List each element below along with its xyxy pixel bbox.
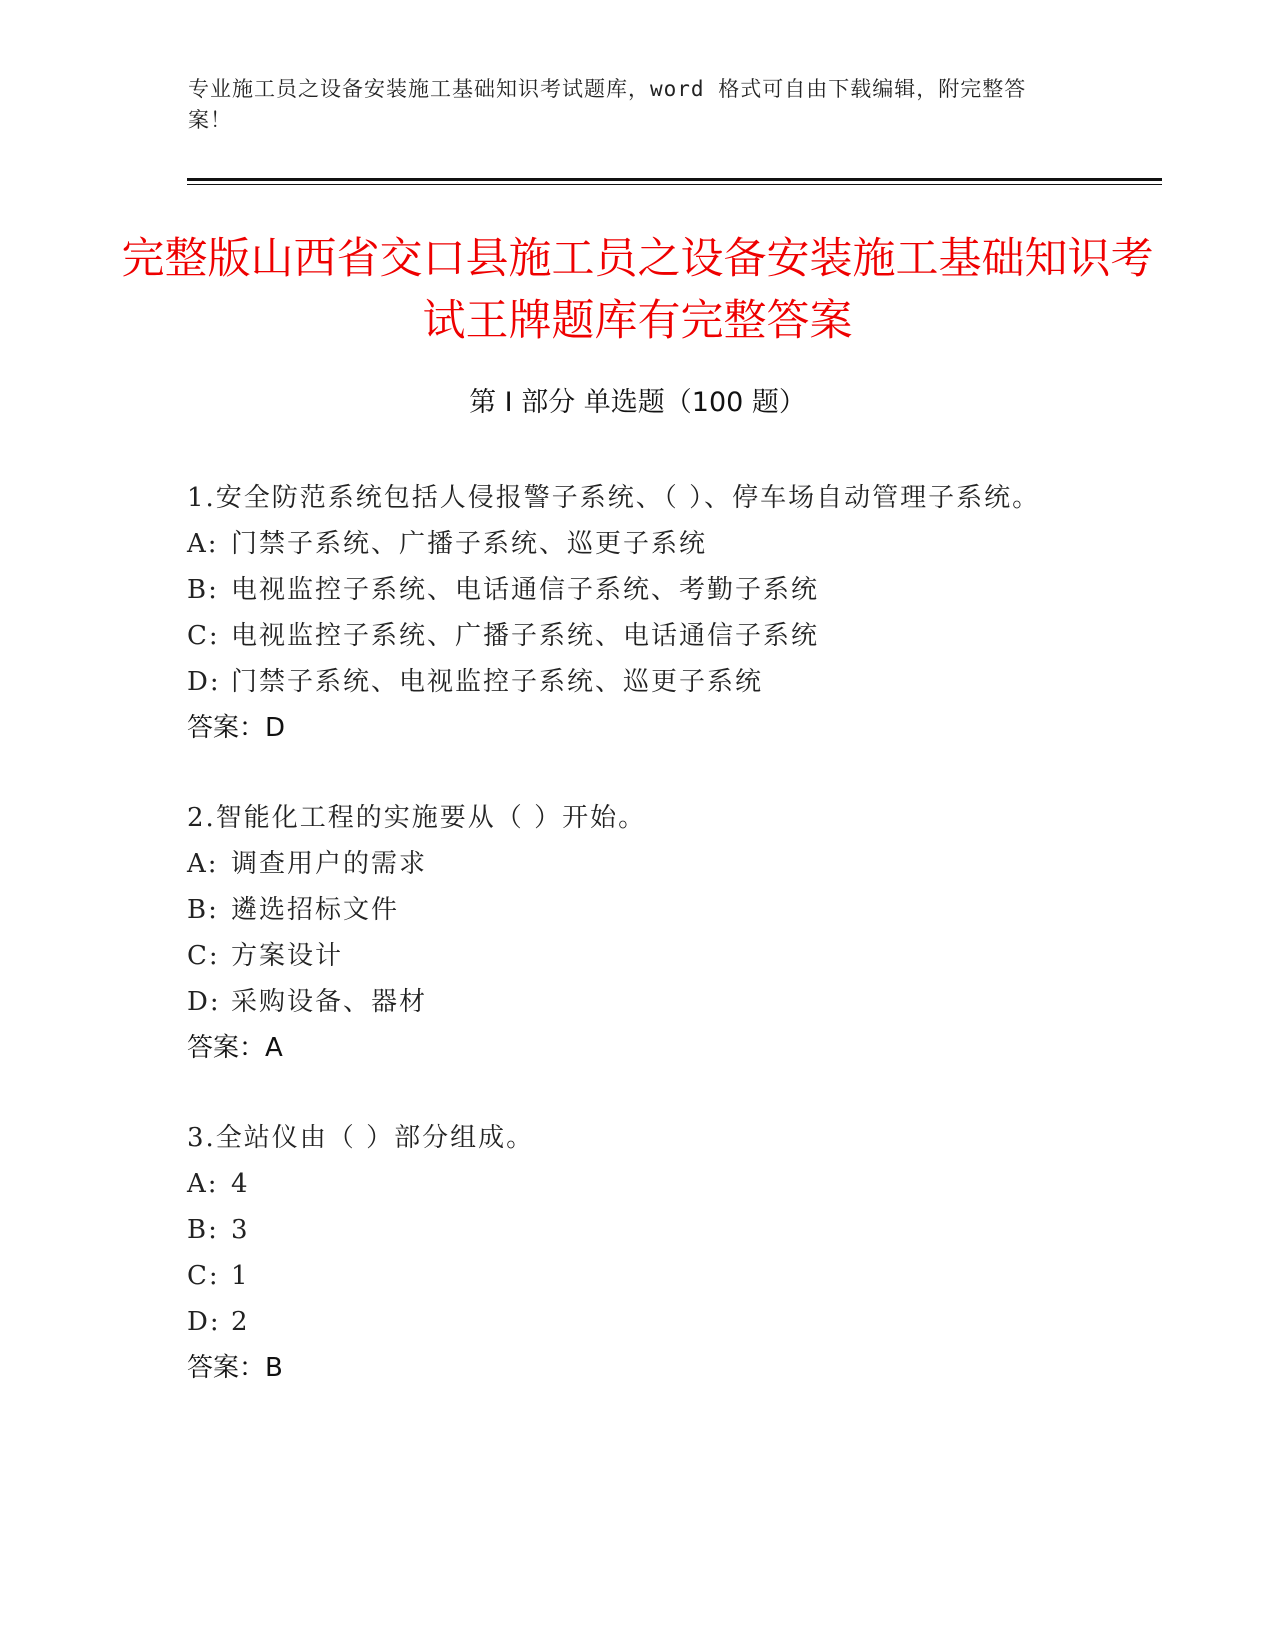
option-c [187, 1253, 1087, 1299]
question-text: 2.智能化工程的实施要从（ ）开始。 [187, 803, 647, 833]
option-letter: A: [187, 849, 219, 879]
option-d [187, 1299, 1087, 1345]
header-note: 专业施工员之设备安装施工基础知识考试题库，word 格式可自由下载编辑，附完整答案！ [188, 77, 1027, 132]
question-text: 1.安全防范系统包括人侵报警子系统、（ ）、停车场自动管理子系统。 [187, 483, 1041, 513]
option-text: 遴选招标文件 [231, 895, 400, 925]
question-3 [187, 1115, 1087, 1391]
answer: 答案：D [187, 713, 286, 743]
option-text: 电视监控子系统、广播子系统、电话通信子系统 [231, 621, 820, 651]
option-c [187, 613, 1087, 659]
option-text: 采购设备、器材 [231, 987, 428, 1017]
answer: 答案：B [187, 1353, 283, 1383]
question-text: 3.全站仪由（ ）部分组成。 [187, 1123, 535, 1153]
question-1 [187, 475, 1087, 751]
option-letter: C: [187, 1261, 220, 1291]
option-text: 电视监控子系统、电话通信子系统、考勤子系统 [231, 575, 820, 605]
header-divider-thick [187, 178, 1162, 181]
option-text: 2 [231, 1307, 250, 1337]
option-letter: A: [187, 529, 219, 559]
answer: 答案：A [187, 1033, 283, 1063]
option-letter: D: [187, 987, 221, 1017]
option-text: 门禁子系统、广播子系统、巡更子系统 [231, 529, 708, 559]
option-b [187, 887, 1087, 933]
option-c [187, 933, 1087, 979]
option-b [187, 1207, 1087, 1253]
option-a [187, 841, 1087, 887]
option-letter: D: [187, 1307, 221, 1337]
question-list [187, 475, 1087, 1435]
header-divider-thin [187, 184, 1162, 185]
option-text: 门禁子系统、电视监控子系统、巡更子系统 [231, 667, 764, 697]
option-b [187, 567, 1087, 613]
section-title: 第 I 部分 单选题（100 题） [469, 387, 806, 418]
option-letter: B: [187, 575, 219, 605]
option-text: 1 [231, 1261, 250, 1291]
option-text: 方案设计 [231, 941, 344, 971]
option-d [187, 979, 1087, 1025]
option-letter: B: [187, 895, 219, 925]
question-2 [187, 795, 1087, 1071]
option-a [187, 1161, 1087, 1207]
option-letter: A: [187, 1169, 219, 1199]
option-letter: D: [187, 667, 221, 697]
option-text: 3 [231, 1215, 250, 1245]
option-letter: C: [187, 621, 220, 651]
option-letter: C: [187, 941, 220, 971]
option-d [187, 659, 1087, 705]
document-title: 完整版山西省交口县施工员之设备安装施工基础知识考试王牌题库有完整答案 [121, 234, 1154, 346]
option-text: 4 [231, 1169, 250, 1199]
option-letter: B: [187, 1215, 219, 1245]
option-text: 调查用户的需求 [231, 849, 428, 879]
option-a [187, 521, 1087, 567]
